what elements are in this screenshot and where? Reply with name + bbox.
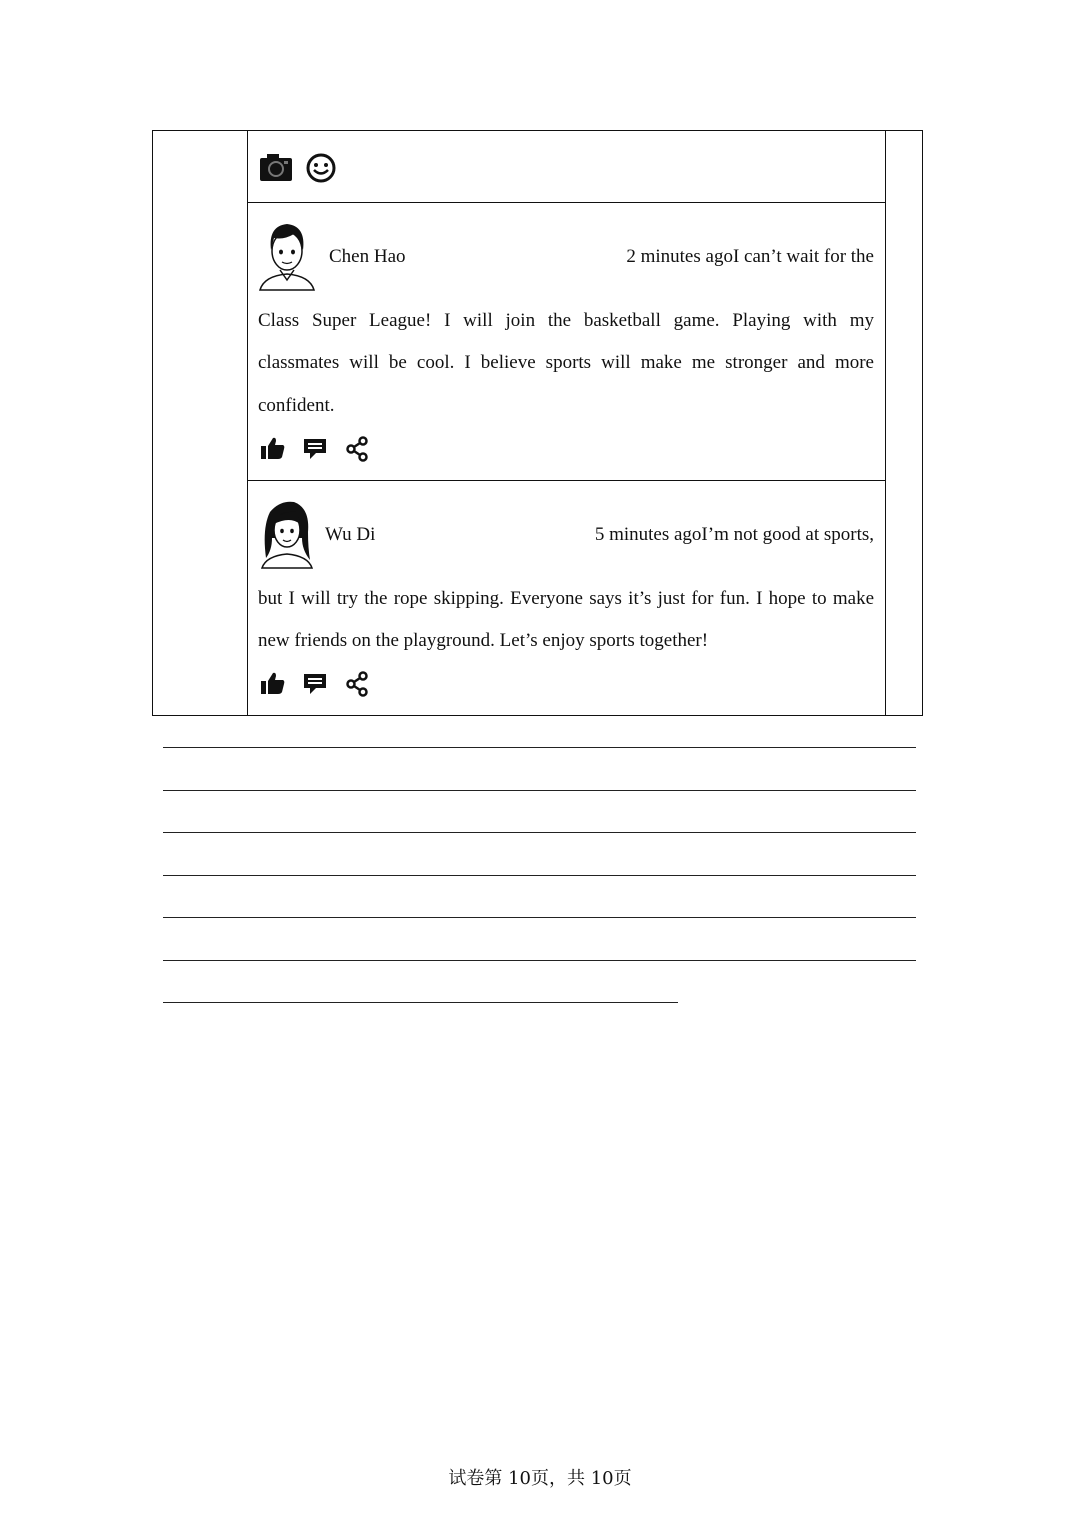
answer-line[interactable]: [163, 960, 916, 961]
post-meta: [595, 524, 874, 546]
comment-icon[interactable]: [302, 672, 328, 696]
post-meta: [626, 246, 874, 268]
thumbs-up-icon[interactable]: [260, 436, 286, 460]
boy-avatar: [258, 218, 316, 292]
post-text-line: classmates will be cool. I believe sports will make me stronger and more: [258, 352, 874, 373]
answer-line[interactable]: [163, 917, 916, 918]
page-footer: 试卷第 10页，共 10页: [448, 1468, 632, 1489]
comment-icon[interactable]: [302, 437, 328, 461]
timestamp: 5 minutes ago: [594, 524, 702, 545]
post-text-line: new friends on the playground. Let’s enjoy sports together!: [258, 630, 709, 651]
author-name[interactable]: Wu Di: [325, 524, 376, 545]
answer-line[interactable]: [163, 790, 916, 791]
camera-icon[interactable]: [259, 152, 293, 182]
author-name[interactable]: Chen Hao: [329, 246, 406, 267]
share-icon[interactable]: [344, 671, 370, 697]
thumbs-up-icon[interactable]: [260, 671, 286, 695]
answer-line[interactable]: [163, 747, 916, 748]
post-text-line: I can’t wait for the: [732, 246, 874, 267]
smiley-icon[interactable]: [305, 152, 337, 184]
post-text-line: confident.: [258, 395, 335, 416]
post-column: [247, 130, 886, 716]
timestamp: 2 minutes ago: [626, 246, 733, 267]
row-divider: [247, 202, 886, 203]
answer-line[interactable]: [163, 832, 916, 833]
post-text-line: but I will try the rope skipping. Everyone says it’s just for fun. I hope to make: [258, 588, 874, 609]
post-text-line: I’m not good at sports,: [701, 524, 874, 545]
row-divider: [247, 480, 886, 481]
answer-line[interactable]: [163, 875, 916, 876]
answer-line[interactable]: [163, 1002, 678, 1003]
post-text-line: Class Super League! I will join the basketball game. Playing with my: [258, 310, 874, 331]
share-icon[interactable]: [344, 436, 370, 462]
girl-avatar: [258, 498, 316, 570]
